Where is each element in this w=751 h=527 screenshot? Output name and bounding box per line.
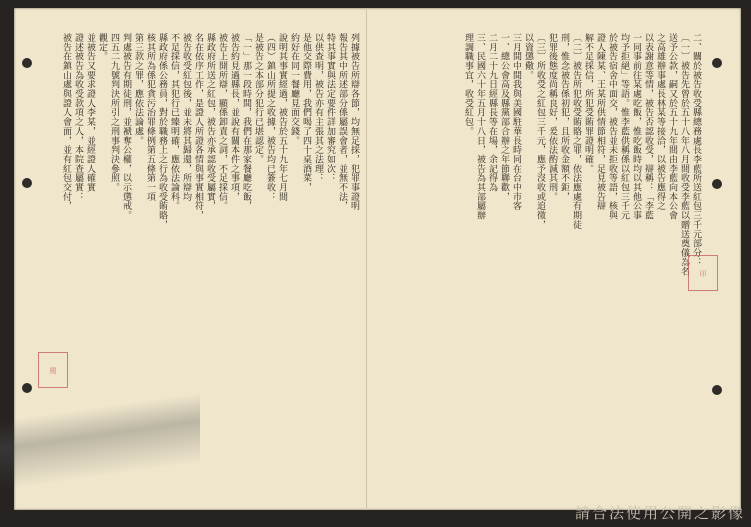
text-column: 「一」那一段時間，我們在那家餐廳吃飯， xyxy=(241,33,251,211)
text-column: 說明其事實經過，被告於五十九年七月間 xyxy=(277,33,287,202)
text-column: 列據被告所辯各節，均無足採，犯罪事證明 xyxy=(349,33,359,211)
text-column: 均予拒絕」等語。惟李藍供稱係以紅包三千元 xyxy=(619,33,629,220)
text-column: 特其事實與法定要件詳加審究如次： xyxy=(325,33,335,183)
text-column: 被告收受紅包後，並未將其歸還，所辯均 xyxy=(181,33,191,202)
text-column: 被告在鎮山處與證人會面，並有紅包交付， xyxy=(61,33,71,211)
text-column: 核其所為係犯貪污治罪條例第五條第一項 xyxy=(145,33,155,202)
text-column: 送予公款，嗣又於五十九年間由李藍向本公會 xyxy=(667,33,677,220)
binding-hole xyxy=(22,58,32,68)
binding-hole xyxy=(712,385,722,395)
text-column: 第三款之罪，應依法論處。 xyxy=(133,33,143,146)
text-column: 縣政府所送之紅包，被告亦承認收受屬實， xyxy=(205,33,215,211)
text-column: 報告其中所述部分係屬誤會者，並無不法， xyxy=(337,33,347,211)
binding-hole xyxy=(22,383,32,393)
text-column: 是他交際費用，我們喝了四十桌酒菜， xyxy=(301,33,311,192)
text-column: 被告約見過縣長，並說有關本件之事項， xyxy=(229,33,239,202)
text-column: 〔二〕被告所犯收受賄賂之罪，依法應處有期徒 xyxy=(571,33,581,230)
text-column: （四）鎮山所提之收據，被告均已簽收： xyxy=(265,33,275,202)
text-column: 解不足採信，所犯受賄罪證明確。 xyxy=(583,33,593,174)
text-column: 一同事前往某處吃飯，惟吃飯時均以其他公事 xyxy=(631,33,641,220)
text-column: 約好在同一餐廳見面交錢。 xyxy=(289,33,299,146)
text-column: 刑，惟念被告係初犯，且所收金額不鉅， xyxy=(559,33,569,202)
seal-stamp-right: 印 xyxy=(688,255,718,291)
text-column: 是被告之本部分犯行已堪認定。 xyxy=(253,33,263,164)
binding-hole xyxy=(712,58,722,68)
text-column: 〔三〕所收受之紅包三千元，應予沒收或追徵， xyxy=(535,33,545,230)
text-column: 三、民國六十年五月十八日，被告為其部屬辦 xyxy=(475,33,485,220)
text-column: 以供查明，被告亦有主張其之法理： xyxy=(313,33,323,183)
text-column: 縣政府係公務員，對於職務上之行為收受賄賂， xyxy=(157,33,167,230)
text-column: 不足採信，其犯行已臻明確，應依法論科。 xyxy=(169,33,179,211)
text-column: 二月二十九日經縣長等在場，余記得為 xyxy=(487,33,497,192)
text-column: 犯罪後態度尚稱良好，爰依法酌減其刑。 xyxy=(547,33,557,202)
text-column: 一、總公會高及縣黨部合辦之年節聯歡， xyxy=(499,33,509,202)
text-column: 之高雄辦事處長林某等接洽，以被告應得之 xyxy=(655,33,665,211)
text-column: 以資懲儆。 xyxy=(523,33,533,80)
text-column: 名在依序工作，是證人所證各情與事實相符， xyxy=(193,33,203,220)
text-column: 四五二九號判決所引之刑事判決參照。 xyxy=(109,33,119,192)
watermark-text: 請合法使用公開之影像 xyxy=(574,504,745,522)
text-column: 並被告又要求證人李某，並經證人確實 xyxy=(85,33,95,192)
text-column: 於被告宿舍中面交，被告並未拒收等語，核與 xyxy=(607,33,617,220)
binding-hole xyxy=(22,178,32,188)
text-column: 被告上開所辯，顯係卸責之詞，不足採信。 xyxy=(217,33,227,211)
text-column: 證述被告為收受款項之人，本院查屬實： xyxy=(73,33,83,202)
text-column: 觀定。 xyxy=(97,33,107,62)
text-column: 理調職事宜，收受紅包。 xyxy=(463,33,473,136)
right-page xyxy=(380,33,702,473)
text-column: 判處被告有期徒刑，並褫奪公權，以示懲戒。 xyxy=(121,33,131,220)
text-column: 證人陳某、王某所供情節相符，足見被告辯 xyxy=(595,33,605,211)
binding-hole xyxy=(712,179,722,189)
text-column: 二、關於被告收受縣總務處長李藍所送紅包三千元部分： xyxy=(691,33,701,267)
text-column: 以表謝意等情，被告否認收受，辯稱：「李藍 xyxy=(643,33,653,220)
text-column: 〔一〕被告先曾於五十八年八月間收受李藍以贈送奠儀為名 xyxy=(679,33,689,277)
seal-stamp-left: 閱 xyxy=(38,352,68,388)
text-column: 三月間中間我與美國駐華長時同在台中市客 xyxy=(511,33,521,211)
page-fold xyxy=(366,8,367,510)
